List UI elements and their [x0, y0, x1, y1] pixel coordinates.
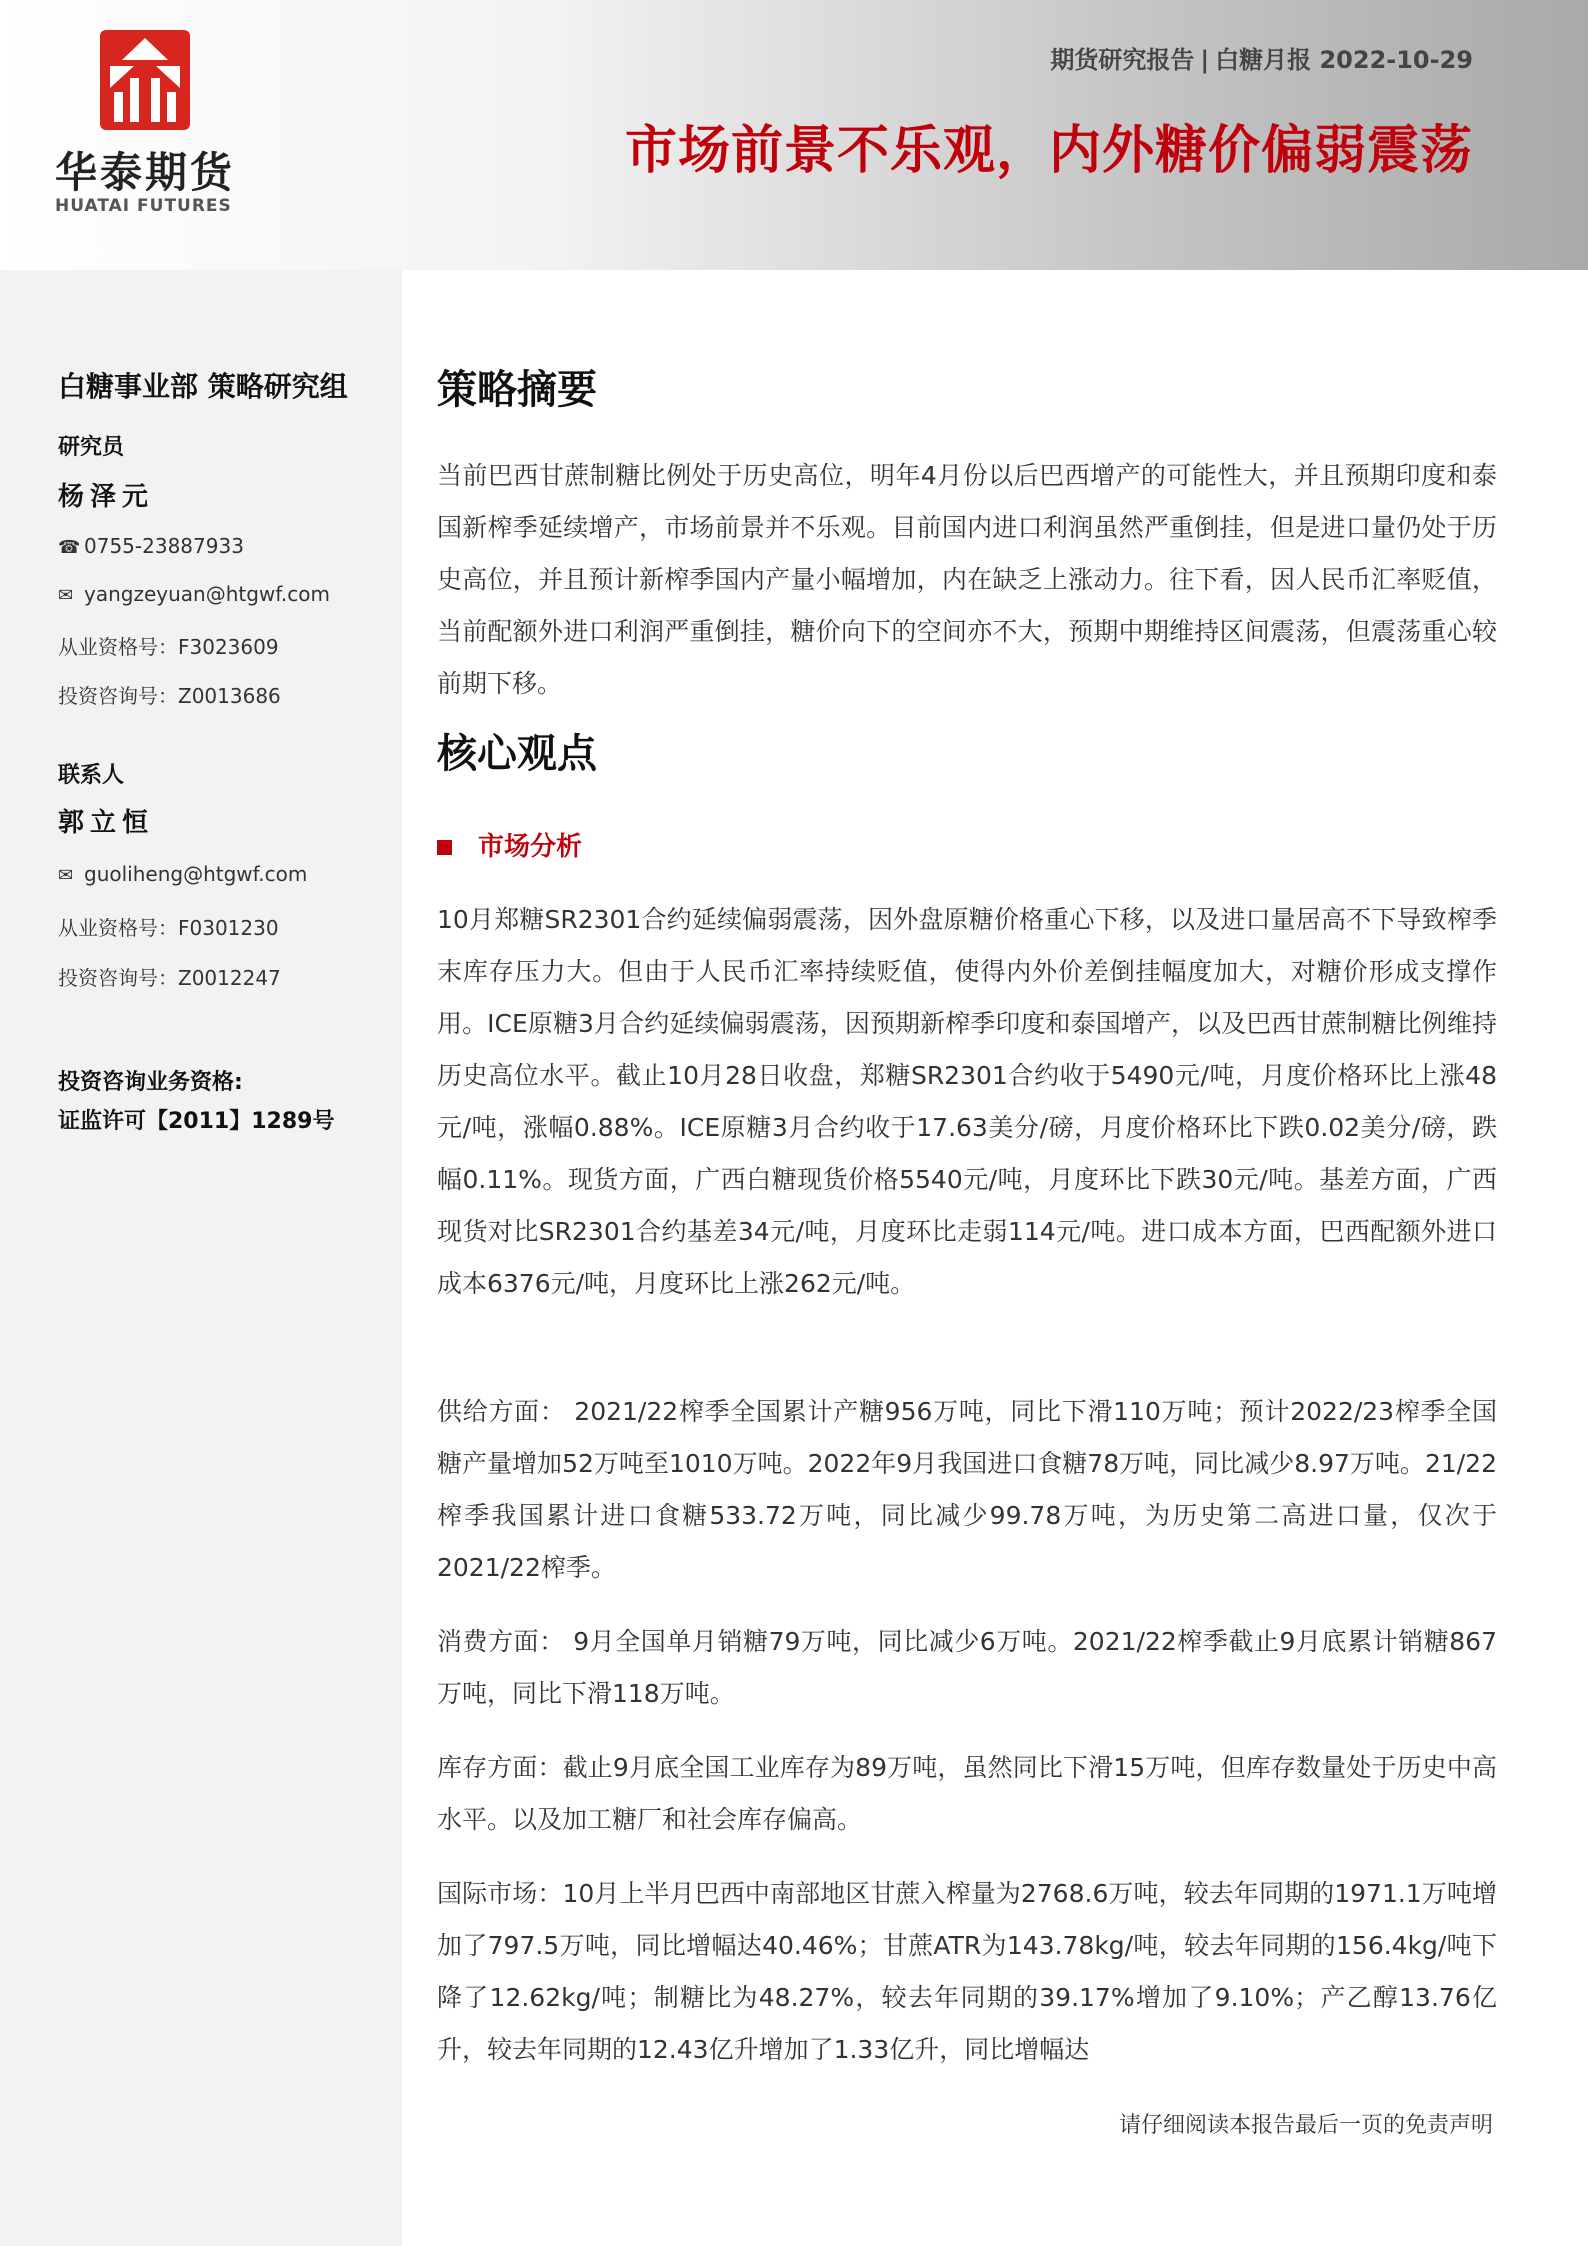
- researcher-email-row: [58, 582, 330, 606]
- report-title: 市场前景不乐观，内外糖价偏弱震荡: [624, 121, 1473, 181]
- inventory-paragraph: 库存方面：截止9月底全国工业库存为89万吨，虽然同比下滑15万吨，但库存数量处于历史中高水平。以及加工糖厂和社会库存偏高。: [437, 1753, 1497, 1834]
- email-icon: ✉: [58, 585, 74, 606]
- market-analysis-label: 市场分析: [478, 832, 583, 862]
- report-header: [0, 0, 1588, 270]
- brand-name-cn: 华泰期货: [55, 148, 236, 197]
- bullet-square-icon: [437, 840, 452, 855]
- report-meta: [1050, 40, 1473, 75]
- international-paragraph: 国际市场：10月上半月巴西中南部地区甘蔗入榨量为2768.6万吨，较去年同期的1971.1万吨增加了797.5万吨，同比增幅达40.46%；甘蔗ATR为143.78kg/吨，较去年同期的156.4kg/吨下降了12.62kg/吨；制糖比为48.27%，较去年同期的39.17%增加了9.10%；产乙醇13.76亿升，较去年同期的12.43亿升增加了1.33亿升，同比增幅达: [437, 1879, 1497, 2064]
- market-analysis-heading: [437, 826, 582, 863]
- researcher-cert: 从业资格号：F3023609: [58, 635, 279, 659]
- researcher-advisor: 投资咨询号：Z0013686: [58, 684, 281, 708]
- consumption-paragraph: 消费方面： 9月全国单月销糖79万吨，同比减少6万吨。2021/22榨季截止9月底累计销糖867万吨，同比下滑118万吨。: [437, 1627, 1497, 1708]
- qualification-line-1: 投资咨询业务资格:: [58, 1070, 243, 1095]
- meta-separator: |: [1200, 46, 1210, 74]
- summary-paragraph: 当前巴西甘蔗制糖比例处于历史高位，明年4月份以后巴西增产的可能性大，并且预期印度和泰国新榨季延续增产，市场前景并不乐观。目前国内进口利润虽然严重倒挂，但是进口量仍处于历史高位，并且预计新榨季国内产量小幅增加，内在缺乏上涨动力。往下看，因人民币汇率贬值，当前配额外进口利润严重倒挂，糖价向下的空间亦不大，预期中期维持区间震荡，但震荡重心较前期下移。: [437, 461, 1497, 698]
- core-heading: 核心观点: [437, 731, 597, 777]
- company-logo: [55, 30, 255, 220]
- analysis-paragraph: 10月郑糖SR2301合约延续偏弱震荡，因外盘原糖价格重心下移，以及进口量居高不下导致榨季末库存压力大。但由于人民币汇率持续贬值，使得内外价差倒挂幅度加大，对糖价形成支撑作用。ICE原糖3月合约延续偏弱震荡，因预期新榨季印度和泰国增产，以及巴西甘蔗制糖比例维持历史高位水平。截止10月28日收盘，郑糖SR2301合约收于5490元/吨，月度价格环比上涨48元/吨，涨幅0.88%。ICE原糖3月合约收于17.63美分/磅，月度价格环比下跌0.02美分/磅，跌幅0.11%。现货方面，广西白糖现货价格5540元/吨，月度环比下跌30元/吨。基差方面，广西现货对比SR2301合约基差34元/吨，月度环比走弱114元/吨。进口成本方面，巴西配额外进口成本6376元/吨，月度环比上涨262元/吨。: [437, 905, 1497, 1298]
- summary-heading: 策略摘要: [437, 367, 597, 413]
- huatai-logo-icon: [100, 30, 190, 130]
- phone-icon: ☎: [58, 537, 81, 558]
- contact-email-row: [58, 862, 307, 886]
- contact-name: 郭立恒: [58, 808, 155, 838]
- report-series: 白糖月报 2022-10-29: [1215, 46, 1473, 74]
- researcher-phone-row: [58, 534, 244, 558]
- report-type: 期货研究报告: [1050, 46, 1195, 74]
- qualification-line-2: 证监许可【2011】1289号: [58, 1109, 335, 1134]
- contact-cert: 从业资格号：F0301230: [58, 916, 279, 940]
- researcher-phone: 0755-23887933: [84, 534, 244, 558]
- department: 白糖事业部 策略研究组: [58, 370, 348, 403]
- brand-name-en: HUATAI FUTURES: [55, 196, 232, 216]
- email-icon: ✉: [58, 865, 74, 886]
- researcher-name: 杨泽元: [58, 482, 155, 512]
- supply-paragraph: 供给方面： 2021/22榨季全国累计产糖956万吨，同比下滑110万吨；预计2022/23榨季全国糖产量增加52万吨至1010万吨。2022年9月我国进口食糖78万吨，同比减少8.97万吨。21/22榨季我国累计进口食糖533.72万吨，同比减少99.78万吨，为历史第二高进口量，仅次于2021/22榨季。: [437, 1397, 1497, 1582]
- contact-advisor: 投资咨询号：Z0012247: [58, 966, 281, 990]
- disclaimer-note: 请仔细阅读本报告最后一页的免责声明: [1118, 2113, 1493, 2138]
- author-sidebar: [0, 270, 402, 2246]
- researcher-label: 研究员: [58, 435, 125, 460]
- contact-email[interactable]: guoliheng@htgwf.com: [84, 862, 308, 886]
- contact-label: 联系人: [58, 763, 125, 788]
- researcher-email[interactable]: yangzeyuan@htgwf.com: [84, 582, 330, 606]
